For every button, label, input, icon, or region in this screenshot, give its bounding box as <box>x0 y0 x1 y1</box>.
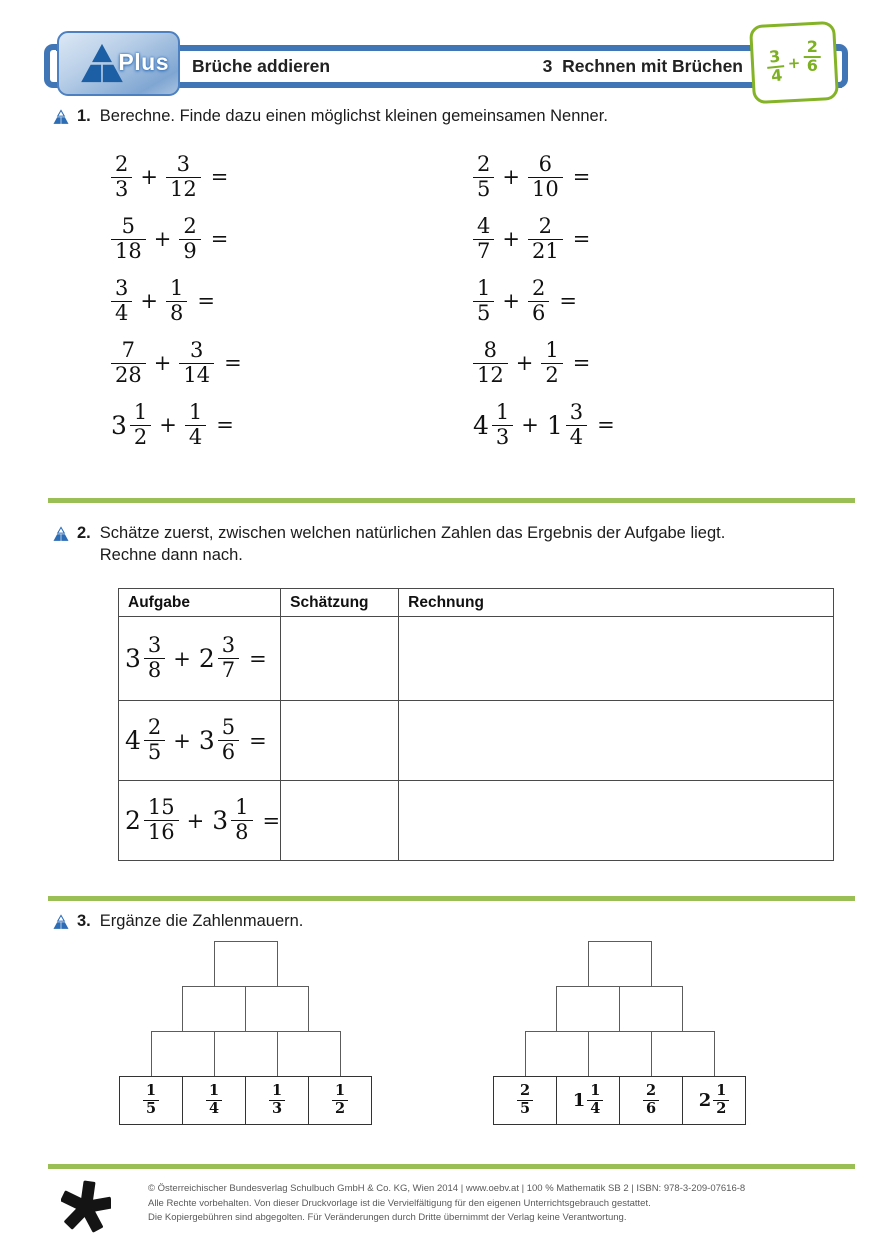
pyramid-cell-empty <box>277 1031 341 1077</box>
hand-fraction <box>765 48 786 85</box>
aufgabe-cell <box>119 781 281 861</box>
denominator: 2 <box>130 425 151 450</box>
numerator: 3 <box>176 151 191 176</box>
numerator: 1 <box>495 399 510 424</box>
denominator: 12 <box>473 363 508 388</box>
pyramid-base-row <box>493 1076 746 1125</box>
pyramid-row <box>119 986 372 1032</box>
fraction <box>206 1083 222 1117</box>
plus-sign: + <box>153 227 172 251</box>
equals-sign: = <box>210 165 229 189</box>
denominator: 4 <box>206 1100 222 1118</box>
pyramid-base-row <box>119 1076 372 1125</box>
fraction <box>528 215 563 263</box>
numerator: 1 <box>133 399 148 424</box>
equals-sign: = <box>597 413 615 437</box>
numerator: 1 <box>590 1082 601 1100</box>
pyramid-cell-empty <box>214 1031 278 1077</box>
equals-sign: = <box>572 227 591 251</box>
schaetzung-cell-empty <box>281 781 399 861</box>
plus-sign: + <box>153 351 172 375</box>
fraction <box>179 215 200 263</box>
plus-sign: + <box>521 413 539 437</box>
page-title: Brüche addieren <box>192 56 331 76</box>
equals-sign: = <box>224 351 242 375</box>
task1-right-column <box>473 146 615 456</box>
corner-fraction-card <box>749 21 839 104</box>
pyramid-cell <box>493 1076 557 1125</box>
numerator: 1 <box>334 1082 346 1100</box>
fraction <box>643 1083 659 1117</box>
denominator: 4 <box>767 65 786 85</box>
fraction <box>332 1083 348 1117</box>
pyramid-cell-empty <box>556 986 620 1032</box>
pyramid-cell-empty <box>151 1031 215 1077</box>
plus-sign: + <box>515 351 534 375</box>
fraction-problem <box>473 332 615 394</box>
task1-heading <box>52 107 608 130</box>
fraction-problem <box>111 394 242 456</box>
instruction-line-2: Rechne dann nach. <box>99 546 243 564</box>
plus-sign: + <box>173 646 191 671</box>
denominator: 9 <box>179 239 200 264</box>
fraction <box>166 277 187 325</box>
plus-sign: + <box>502 289 520 313</box>
fraction <box>492 401 513 449</box>
denominator: 4 <box>111 301 132 326</box>
fraction <box>111 153 132 201</box>
footer-line-3: Die Kopiergebühren sind abgegolten. Für Veränderungen durch Dritte übernimmt der Verlag keine Verantwortung. <box>148 1212 627 1224</box>
denominator: 4 <box>566 425 587 450</box>
denominator: 6 <box>528 301 549 326</box>
numerator: 15 <box>147 795 175 820</box>
task-number: 3. <box>77 912 91 930</box>
task-number: 2. <box>77 524 91 542</box>
fraction <box>130 401 151 449</box>
task-instruction: Ergänze die Zahlenmauern. <box>99 912 304 930</box>
denominator: 6 <box>804 56 821 75</box>
denominator: 8 <box>231 820 252 845</box>
numerator: 2 <box>645 1082 657 1100</box>
denominator: 3 <box>492 425 513 450</box>
fraction-problem <box>111 208 242 270</box>
fraction <box>587 1083 603 1117</box>
pyramid-cell-empty <box>214 941 278 987</box>
footer-line-1: © Österreichischer Bundesverlag Schulbuch GmbH & Co. KG, Wien 2014 | www.oebv.at | 100 % Mathematik SB 2 | ISBN: 978-3-209-07616-8 <box>148 1183 746 1194</box>
numerator: 1 <box>169 275 184 300</box>
denominator: 5 <box>517 1100 533 1118</box>
numerator: 1 <box>716 1082 727 1100</box>
pyramid-cell <box>245 1076 309 1125</box>
fraction <box>517 1083 533 1117</box>
fraction <box>143 1083 159 1117</box>
fraction <box>528 277 549 325</box>
task2-heading <box>52 524 725 566</box>
pyramid-cell-empty <box>651 1031 715 1077</box>
plus-sign: + <box>502 165 520 189</box>
numerator: 1 <box>188 399 203 424</box>
rechnung-cell-empty <box>399 617 834 701</box>
numerator: 3 <box>569 399 584 424</box>
fraction <box>231 796 252 844</box>
equals-sign: = <box>249 646 267 671</box>
fraction <box>218 716 239 764</box>
table-row <box>119 617 834 701</box>
table-row <box>119 781 834 861</box>
numerator: 1 <box>271 1082 283 1100</box>
pyramid-cell-empty <box>525 1031 589 1077</box>
green-separator <box>48 498 855 503</box>
numerator: 1 <box>235 795 249 820</box>
oebv-asterisk-logo <box>61 1178 111 1239</box>
fraction-problem <box>473 270 615 332</box>
denominator: 8 <box>144 658 165 683</box>
denominator: 16 <box>144 820 179 845</box>
denominator: 4 <box>587 1100 603 1118</box>
triangle-task-icon <box>52 914 70 935</box>
col-header-rechnung: Rechnung <box>399 589 834 617</box>
numerator: 3 <box>147 633 162 658</box>
whole-number: 3 <box>198 726 215 755</box>
numerator: 4 <box>477 213 491 238</box>
denominator: 7 <box>218 658 239 683</box>
denominator: 4 <box>185 425 206 450</box>
denominator: 3 <box>111 177 132 202</box>
numerator: 3 <box>221 633 236 658</box>
fraction <box>473 215 494 263</box>
denominator: 6 <box>643 1100 659 1118</box>
denominator: 2 <box>713 1100 729 1118</box>
whole-number: 1 <box>546 410 563 440</box>
pyramid-row <box>493 1031 746 1077</box>
footer-line-2: Alle Rechte vorbehalten. Von dieser Druckvorlage ist die Vervielfältigung für den eigenen Unterrichtsgebrauch gestattet. <box>148 1197 651 1209</box>
pyramid-row <box>493 941 746 987</box>
denominator: 7 <box>473 239 494 264</box>
logo-text: Plus <box>118 49 169 75</box>
pyramid-cell <box>682 1076 746 1125</box>
denominator: 2 <box>332 1100 348 1118</box>
plus-logo <box>57 31 180 96</box>
fraction <box>218 634 239 682</box>
denominator: 5 <box>143 1100 159 1118</box>
numerator: 5 <box>121 213 136 238</box>
whole-number: 4 <box>125 726 141 755</box>
fraction <box>473 153 494 201</box>
plus-sign: + <box>502 227 520 251</box>
numerator: 2 <box>531 275 546 300</box>
fraction <box>473 277 494 325</box>
denominator: 5 <box>144 740 165 765</box>
triangle-task-icon <box>52 526 70 547</box>
plus-sign: + <box>186 808 205 833</box>
pyramid-cell <box>119 1076 183 1125</box>
plus-sign: + <box>787 53 801 72</box>
table-row <box>119 701 834 781</box>
header-bracket-left <box>44 44 58 88</box>
whole-number: 3 <box>212 806 229 835</box>
table-header-row <box>119 589 834 617</box>
rechnung-cell-empty <box>399 701 834 781</box>
denominator: 18 <box>111 239 146 264</box>
triangle-task-icon <box>52 109 70 130</box>
green-separator <box>48 896 855 901</box>
numerator: 2 <box>519 1082 531 1100</box>
numerator: 5 <box>221 715 236 740</box>
pyramid-cell-empty <box>588 941 652 987</box>
aufgabe-cell <box>119 617 281 701</box>
numerator: 1 <box>477 275 491 300</box>
equals-sign: = <box>262 808 281 833</box>
footer-copyright <box>148 1182 745 1226</box>
numerator: 2 <box>477 151 491 176</box>
aufgabe-cell <box>119 701 281 781</box>
equals-sign: = <box>559 289 577 313</box>
numerator: 1 <box>545 337 559 362</box>
pyramid-cell-empty <box>619 986 683 1032</box>
schaetzung-cell-empty <box>281 701 399 781</box>
fraction-problem <box>473 394 615 456</box>
col-header-aufgabe: Aufgabe <box>119 589 281 617</box>
fraction-problem <box>473 208 615 270</box>
numerator: 3 <box>767 46 781 67</box>
task-instruction <box>100 522 726 566</box>
estimation-table <box>118 588 834 861</box>
whole-number: 2 <box>698 1090 712 1111</box>
fraction <box>111 215 146 263</box>
fraction <box>185 401 206 449</box>
pyramid-cell-empty <box>245 986 309 1032</box>
number-pyramid-right <box>493 941 746 1125</box>
whole-number: 4 <box>473 410 489 440</box>
whole-number: 2 <box>198 644 215 673</box>
plus-sign: + <box>159 413 177 437</box>
fraction-problem <box>125 716 280 764</box>
numerator: 8 <box>483 337 498 362</box>
fraction <box>179 339 214 387</box>
fraction-problem <box>473 146 615 208</box>
fraction <box>566 401 587 449</box>
numerator: 2 <box>538 213 553 238</box>
equals-sign: = <box>216 413 234 437</box>
fraction <box>144 796 179 844</box>
plus-sign: + <box>140 165 158 189</box>
whole-number: 3 <box>125 644 141 673</box>
whole-number: 1 <box>572 1090 586 1111</box>
plus-sign: + <box>173 728 191 753</box>
rechnung-cell-empty <box>399 781 834 861</box>
denominator: 2 <box>541 363 562 388</box>
numerator: 1 <box>145 1082 157 1100</box>
pyramid-cell <box>619 1076 683 1125</box>
schaetzung-cell-empty <box>281 617 399 701</box>
whole-number: 3 <box>111 410 127 440</box>
pyramid-cell-empty <box>182 986 246 1032</box>
whole-number: 2 <box>125 806 141 835</box>
numerator: 6 <box>538 151 553 176</box>
green-separator <box>48 1164 855 1169</box>
denominator: 14 <box>179 363 214 388</box>
fraction <box>144 634 165 682</box>
fraction <box>269 1083 285 1117</box>
instruction-line-1: Schätze zuerst, zwischen welchen natürlichen Zahlen das Ergebnis der Aufgabe liegt. <box>99 524 726 542</box>
equals-sign: = <box>249 728 267 753</box>
denominator: 12 <box>166 177 201 202</box>
numerator: 2 <box>147 715 162 740</box>
numerator: 2 <box>115 151 129 176</box>
equals-sign: = <box>197 289 215 313</box>
plus-sign: + <box>140 289 158 313</box>
denominator: 28 <box>111 363 146 388</box>
number-pyramid-left <box>119 941 372 1125</box>
fraction-problem <box>111 332 242 394</box>
task1-left-column <box>111 146 242 456</box>
fraction <box>166 153 201 201</box>
numerator: 7 <box>121 337 136 362</box>
equals-sign: = <box>572 165 591 189</box>
hand-fraction <box>804 36 821 75</box>
task-instruction: Berechne. Finde dazu einen möglichst kleinen gemeinsamen Nenner. <box>99 107 608 125</box>
col-header-schaetzung: Schätzung <box>281 589 399 617</box>
fraction <box>541 339 562 387</box>
denominator: 8 <box>166 301 187 326</box>
pyramid-row <box>493 986 746 1032</box>
numerator: 3 <box>190 337 204 362</box>
fraction-problem <box>111 270 242 332</box>
fraction <box>144 716 165 764</box>
fraction-problem <box>111 146 242 208</box>
equals-sign: = <box>572 351 591 375</box>
fraction <box>713 1083 729 1117</box>
fraction <box>111 339 146 387</box>
numerator: 2 <box>183 213 197 238</box>
denominator: 6 <box>218 740 239 765</box>
chapter-title: 3 Rechnen mit Brüchen <box>542 56 743 76</box>
numerator: 1 <box>208 1082 220 1100</box>
task-number: 1. <box>77 107 91 125</box>
fraction-problem <box>125 634 280 682</box>
equals-sign: = <box>210 227 229 251</box>
pyramid-cell <box>556 1076 620 1125</box>
fraction-problem <box>125 796 280 844</box>
fraction <box>473 339 508 387</box>
denominator: 10 <box>528 177 563 202</box>
pyramid-row <box>119 941 372 987</box>
numerator: 2 <box>806 36 819 56</box>
numerator: 3 <box>115 275 129 300</box>
task3-heading <box>52 912 303 935</box>
denominator: 5 <box>473 301 494 326</box>
pyramid-row <box>119 1031 372 1077</box>
denominator: 21 <box>528 239 563 264</box>
pyramid-cell-empty <box>588 1031 652 1077</box>
denominator: 5 <box>473 177 494 202</box>
fraction <box>528 153 563 201</box>
fraction <box>111 277 132 325</box>
denominator: 3 <box>269 1100 285 1118</box>
pyramid-cell <box>182 1076 246 1125</box>
pyramid-cell <box>308 1076 372 1125</box>
